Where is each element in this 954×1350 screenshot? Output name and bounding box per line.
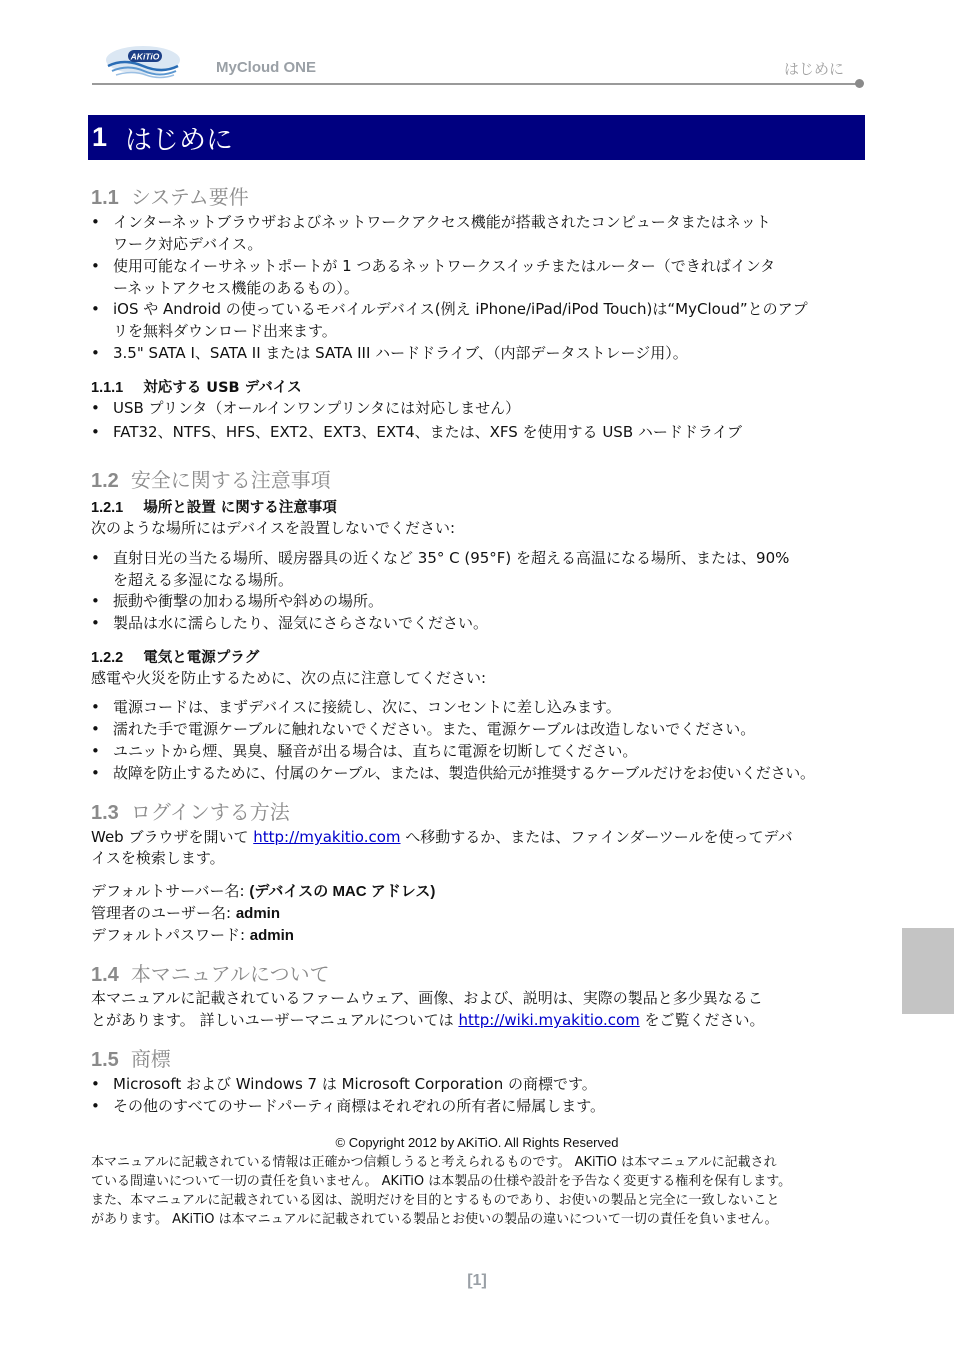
section-heading-safety: 1.2 安全に関する注意事項 bbox=[91, 468, 331, 492]
section-heading-trademarks: 1.5 商標 bbox=[91, 1047, 171, 1071]
location-intro: 次のような場所にはデバイスを設置しないでください: bbox=[91, 519, 456, 537]
akitio-logo bbox=[104, 44, 182, 80]
about-manual-line1: 本マニュアルに記載されているファームウェア、画像、および、説明は、実際の製品と多少異なるこ bbox=[91, 989, 763, 1007]
page-number: [1] bbox=[467, 1272, 487, 1289]
list-item: • 濡れた手で電源ケーブルに触れないでください。また、電源ケーブルは改造しないでください。 bbox=[91, 720, 756, 738]
section-heading-system-requirements: 1.1 システム要件 bbox=[91, 185, 249, 209]
list-item: • FAT32、NTFS、HFS、EXT2、EXT3、EXT4、または、XFS を使用する USB ハードドライブ bbox=[91, 423, 742, 441]
list-item: • USB プリンタ（オールインワンプリンタには対応しません） bbox=[91, 399, 521, 417]
list-item: • ユニットから煙、異臭、騒音が出る場合は、直ちに電源を切断してください。 bbox=[91, 742, 638, 760]
chapter-title-bar bbox=[88, 115, 865, 160]
admin-username: 管理者のユーザー名: admin bbox=[91, 904, 281, 922]
login-paragraph: Web ブラウザを開いて http://myakitio.com へ移動するか、または、ファインダーツールを使ってデバ bbox=[91, 828, 793, 846]
list-item: • 製品は水に濡らしたり、湿気にさらさないでください。 bbox=[91, 614, 489, 632]
subsection-heading-power: 1.2.2 電気と電源プラグ bbox=[91, 650, 260, 666]
list-item: • 直射日光の当たる場所、暖房器具の近くなど 35° C (95°F) を超える高温になる場所、または、90% を超える多湿になる場所。 bbox=[91, 549, 790, 589]
header-section-title: はじめに bbox=[783, 60, 844, 78]
section-heading-about-manual: 1.4 本マニュアルについて bbox=[91, 962, 330, 986]
login-paragraph-line2: イスを検索します。 bbox=[91, 849, 225, 867]
section-heading-login: 1.3 ログインする方法 bbox=[91, 800, 290, 824]
default-server-name: デフォルトサーバー名: (デバイスの MAC アドレス) bbox=[91, 882, 436, 900]
subsection-heading-location: 1.2.1 場所と設置 に関する注意事項 bbox=[91, 500, 337, 516]
copyright: © Copyright 2012 by AKiTiO. All Rights Reserved bbox=[335, 1135, 619, 1150]
list-item: • 電源コードは、まずデバイスに接続し、次に、コンセントに差し込みます。 bbox=[91, 698, 621, 716]
list-item: • インターネットブラウザおよびネットワークアクセス機能が搭載されたコンピュータまたはネット ワーク対応デバイス。 bbox=[91, 213, 771, 253]
chapter-title: はじめに bbox=[125, 125, 234, 156]
disclaimer: 本マニュアルに記載されている情報は正確かつ信頼しうると考えられるものです。 AKiTiO は本マニュアルに記載され ている間違いについて一切の責任を負いません。 AKiTiO は本製品の仕様や設計を予告なく変更する権利を保有します。 また、本マニュアルに記載されている図は、説明だけを目的とするものであり、お使いの製品と完全に一致しないこと があります。 AKiTiO は本マニュアルに記載されている製品とお使いの製品の違いについて一切の責任を負いません。 bbox=[91, 1155, 792, 1227]
header-divider bbox=[92, 83, 862, 85]
list-item: • Microsoft および Windows 7 は Microsoft Corporation の商標です。 bbox=[91, 1075, 597, 1093]
subsection-heading-usb-devices: 1.1.1 対応する USB デバイス bbox=[91, 380, 302, 396]
wiki-link[interactable]: http://wiki.myakitio.com bbox=[458, 1011, 640, 1029]
myakitio-link[interactable]: http://myakitio.com bbox=[253, 828, 401, 846]
list-item: • その他のすべてのサードパーティ商標はそれぞれの所有者に帰属します。 bbox=[91, 1097, 606, 1115]
list-item: • iOS や Android の使っているモバイルデバイス(例え iPhone/iPad/iPod Touch)は“MyCloud”とのアプ リを無料ダウンロード出来ます。 bbox=[91, 300, 808, 340]
list-item: • 3.5" SATA I、SATA II または SATA III ハードドライブ、（内部データストレージ用）。 bbox=[91, 344, 688, 362]
power-intro: 感電や火災を防止するために、次の点に注意してください: bbox=[91, 669, 487, 687]
chapter-side-tab bbox=[902, 928, 954, 1014]
list-item: • 振動や衝撃の加わる場所や斜めの場所。 bbox=[91, 592, 384, 610]
chapter-number: 1 bbox=[92, 122, 108, 152]
product-name: MyCloud ONE bbox=[216, 59, 316, 76]
list-item: • 故障を防止するために、付属のケーブル、または、製造供給元が推奨するケーブルだけをお使いください。 bbox=[91, 764, 815, 782]
default-password: デフォルトパスワード: admin bbox=[91, 926, 294, 944]
about-manual-line2: とがあります。 詳しいユーザーマニュアルについては http://wiki.myakitio.com をご覧ください。 bbox=[91, 1011, 765, 1029]
svg-text:AKiTiO: AKiTiO bbox=[130, 51, 160, 62]
list-item: • 使用可能なイーサネットポートが 1 つあるネットワークスイッチまたはルーター（できればインタ ーネットアクセス機能のあるもの）。 bbox=[91, 257, 776, 297]
header-divider-dot bbox=[855, 79, 864, 88]
